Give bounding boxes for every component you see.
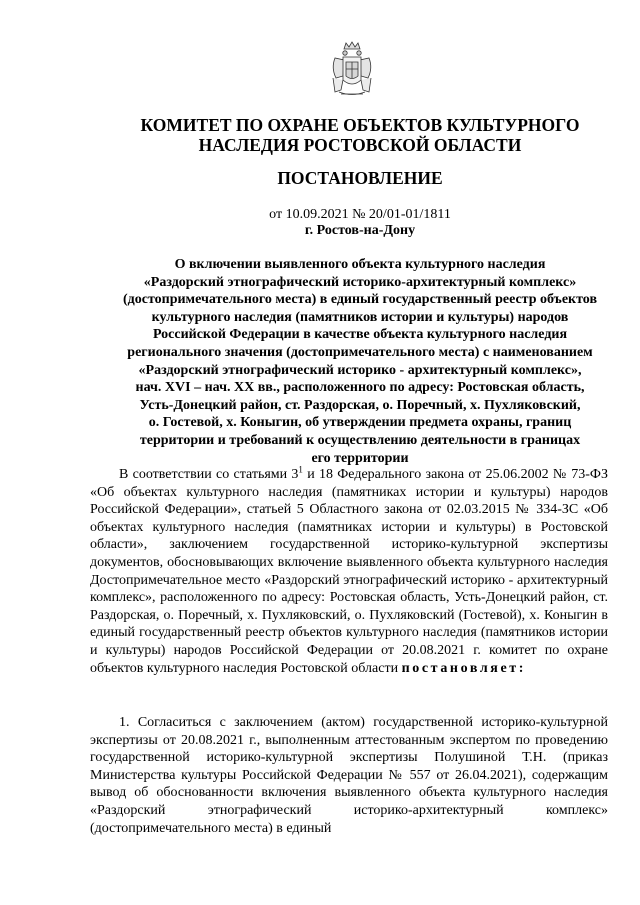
- document-date-number: от 10.09.2021 № 20/01-01/1811: [269, 207, 451, 222]
- organization-name-line1: КОМИТЕТ ПО ОХРАНЕ ОБЪЕКТОВ КУЛЬТУРНОГО: [140, 115, 580, 135]
- preamble-paragraph: [90, 466, 608, 677]
- title-line: (достопримечательного места) в единый государственный реестр объектов: [122, 292, 598, 308]
- preamble-text: и 18 Федерального закона от 25.06.2002 № 73-ФЗ «Об объектах культурного наследия (памятниках истории и культуры) народов Российской Федерации», статьей 5 Областного закона от 02.03.2015 № 334-ЗС «Об объектах культурного наследия (памятниках истории и культуры) в Ростовской области», заключением государственной историко-культурной экспертизы документов, обосновывающих включение выявленного объекта культурного наследия Достопримечательное место «Раздорский этнографический историко - архитектурный комплекс», расположенного по адресу: Ростовская область, Усть-Донецкий район, ст. Раздорская, о. Поречный, х. Пухляковский, о. Пухляковский (Гостевой), х. Коныгин в единый государственный реестр объектов культурного наследия (памятников истории и культуры) народов Российской Федерации от 20.08.2021 г. комитет по охране объектов культурного наследия Ростовской области: [90, 467, 608, 676]
- title-line: культурного наследия (памятников истории и культуры) народов: [151, 309, 569, 325]
- title-line: нач. XVI – нач. XX вв., расположенного по адресу: Ростовская область,: [135, 380, 585, 396]
- title-line: территории и требований к осуществлению деятельности в границах: [139, 432, 581, 448]
- organization-name: [130, 115, 590, 155]
- title-line: регионального значения (достопримечательного места) с наименованием: [127, 344, 593, 360]
- preamble-text-start: В соответствии со статьями 3: [119, 467, 299, 482]
- title-line: О включении выявленного объекта культурного наследия: [174, 257, 546, 272]
- title-line: «Раздорский этнографический историко - архитектурный комплекс»,: [138, 362, 582, 378]
- title-line: Усть-Донецкий район, ст. Раздорская, о. Поречный, х. Пухляковский,: [139, 397, 581, 413]
- document-city: г. Ростов-на-Дону: [304, 223, 416, 238]
- title-line: его территории: [311, 450, 409, 466]
- title-line: «Раздорский этнографический историко-архитектурный комплекс»: [143, 274, 577, 290]
- superscript-article: 1: [298, 464, 303, 475]
- title-line: Российской Федерации в качестве объекта культурного наследия: [152, 327, 568, 343]
- coat-of-arms-icon: [327, 40, 377, 98]
- decree-word: постановляет:: [401, 660, 526, 676]
- clause-1-paragraph: 1. Согласиться с заключением (актом) государственной историко-культурной экспертизы от 20.08.2021 г., выполненным аттестованным экспертом по проведению государственной историко-культурной экспертизы Полушиной Т.Н. (приказ Министерства культуры Российской Федерации № 557 от 26.04.2021), содержащим вывод об обоснованности включения выявленного объекта культурного наследия «Раздорский этнографический историко-архитектурный комплекс» (достопримечательного места) в единый: [90, 715, 608, 836]
- organization-name-line2: НАСЛЕДИЯ РОСТОВСКОЙ ОБЛАСТИ: [198, 135, 522, 155]
- document-title: [90, 256, 630, 467]
- document-type: ПОСТАНОВЛЕНИЕ: [277, 168, 443, 188]
- title-line: о. Гостевой, х. Коныгин, об утверждении предмета охраны, границ: [148, 415, 572, 431]
